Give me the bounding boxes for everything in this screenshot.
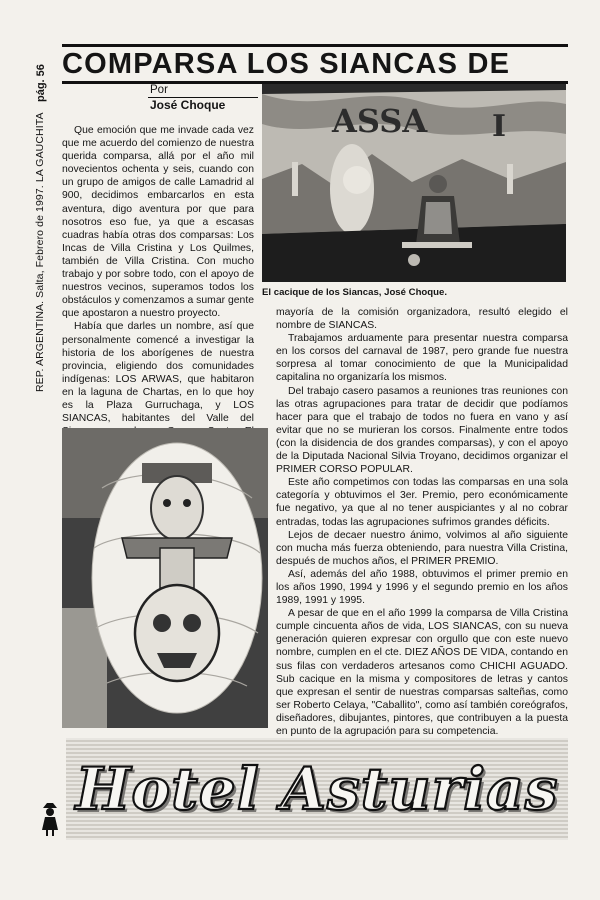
author-name: José Choque [150,98,226,112]
hotel-name: Hotel Asturias [75,755,559,823]
left-paragraph-1: Que emoción que me invade cada vez que me acuerdo del comienzo de nuestra querida comparsa, allá por el año mil novecientos ochenta y seis, cuando con un grupo de amigos de calle Lamadrid al 900, decidimos embarcarlos en esta aventura, digo aventura por que para nosotros eso fue, ya que a escasas cuadras había otras dos comparsas: Los Incas de Villa Cristina y Los Quilmes, también de Villa Cristina. Con mucho trabajo y por sobre todo, con el apoyo de nuestros vecinos, superamos todos los obstáculos y comenzamos a sumar gente que apostaron a nuestro proyecto. [62,125,254,320]
right-paragraph-6: A pesar de que en el año 1999 la comparsa de Villa Cristina cumple cincuenta años de vida, LOS SIANCAS, con su nueva generación quieren expresar con orgullo que con este nuevo nombre, cumplen en el cte. DIEZ AÑOS DE VIDA, contando en sus filas con verdaderos artesanos como CHICHI AGUADO. Sub cacique en la misma y compositores de letras y cantos que expresan el sentir de nuestras comparsas salteñas, como ser Roberto Celaya, "Caballito", como así también coreógrafos, diseñadores, dibujantes, pintores, que contribuyen a la puesta en punto de la agrupación para su competencia. [276,608,568,737]
right-paragraph-2: Del trabajo casero pasamos a reuniones tras reuniones con las otras agrupaciones para tratar de decidir que podíamos hacer para que el trabajo de todos no fuera en vano y así evitar que no se murieran los corsos. Finalmente entre todos (con la disidencia de dos grandes comparsas), y con el apoyo de la Diputada Nacional Silvia Troyano, decidimos organizar el PRIMER CORSO POPULAR. [276,385,568,476]
page-title: COMPARSA LOS SIANCAS DE [62,47,511,80]
costume-photo-image [62,428,268,728]
publication-line: REP. ARGENTINA. Salta, Febrero de 1997. LA GAUCHITA [34,112,46,392]
gauchita-logo-icon [40,798,60,838]
right-paragraph-4: Lejos de decaer nuestro ánimo, volvimos al año siguiente con mucha más fuerza obteniendo, para nuestra Villa Cristina, después de muchos años, el PRIMER PREMIO. [276,529,568,567]
cacique-photo [262,84,566,282]
cacique-photo-image [262,84,566,282]
right-paragraph-1: Trabajamos arduamente para presentar nuestra comparsa en los corsos del carnaval de 1987, pero grande fue nuestra sorpresa al tomar conocimiento de que la Municipalidad capitalina no organizaría los mismos. [276,333,568,384]
byline-prefix: Por [148,83,258,98]
right-column [276,306,568,738]
left-paragraph-2: Había que darles un nombre, así que personalmente comencé a investigar la historia de los aborígenes de nuestra provincia, eligiendo dos comunidades indígenas: LOS ARWAS, que habitaron en la laguna de Chartas, en lo que hoy es la Plaza Gurruchaga, y LOS SIANCAS, habitantes del Valle del [62,321,254,425]
costume-photo [62,428,268,728]
page-number: pág. 56 [35,64,47,102]
hotel-advertisement [66,738,568,840]
byline [148,83,258,112]
svg-text:I: I [492,109,507,144]
right-paragraph-0: mayoría de la comisión organizadora, resultó elegido el nombre de SIANCAS. [276,307,568,332]
svg-text:ASSA: ASSA [332,102,428,140]
left-column [62,124,254,464]
right-paragraph-5: Así, además del año 1988, obtuvimos el primer premio en los años 1990, 1994 y 1996 y el segundo premio en los años 1989, 1991 y 1995. [276,568,568,607]
title-bar [62,44,568,84]
side-strip [30,62,56,392]
photo-caption: El cacique de los Siancas, José Choque. [262,287,448,298]
right-paragraph-3: Este año competimos con todas las comparsas en una sola categoría y obtuvimos el 3er. Premio, pero económicamente fue negativo, ya que al no tener auspiciantes y al no cobrar entradas, todas las agrupaciones sufrimos grandes déficits. [276,477,568,528]
